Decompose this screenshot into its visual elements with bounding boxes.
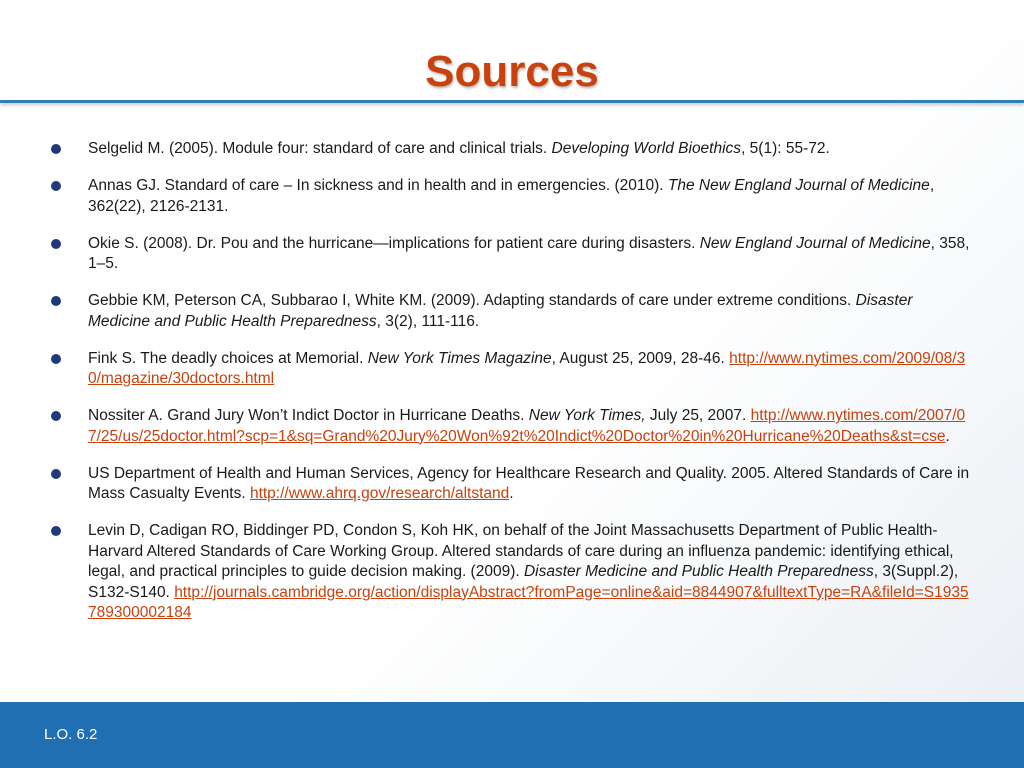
bullet-icon xyxy=(51,469,61,479)
reference-item xyxy=(0,406,1024,447)
reference-text: US Department of Health and Human Services, Agency for Healthcare Research and Quality. 2005. Altered Standards of Care in Mass Casualty Events. xyxy=(88,464,970,502)
journal-title: New York Times Magazine xyxy=(367,349,552,367)
reference-item xyxy=(0,291,1024,332)
reference-text: Gebbie KM, Peterson CA, Subbarao I, White KM. (2009). Adapting standards of care under extreme conditions. xyxy=(88,292,856,309)
journal-title: New England Journal of Medicine xyxy=(699,234,931,252)
bullet-icon xyxy=(51,296,61,306)
bullet-icon xyxy=(51,411,61,421)
journal-title: The New England Journal of Medicine xyxy=(667,177,930,194)
bullet-icon xyxy=(51,239,61,249)
journal-title: Developing World Bioethics xyxy=(551,140,742,157)
reference-link[interactable]: http://www.nytimes.com/2007/07/25/us/25doctor.html?scp=1&sq=Grand%20Jury%20Won%92t%20Indict%20Doctor%20in%20Hurricane%20Deaths&st=cse xyxy=(88,407,966,445)
reference-text: Nossiter A. Grand Jury Won’t Indict Doctor in Hurricane Deaths. xyxy=(88,407,529,424)
reference-citation: , 3(Suppl.2), S132-S140. xyxy=(88,563,959,601)
journal-title: Disaster Medicine and Public Health Preparedness xyxy=(88,292,913,330)
reference-citation: , 362(22), 2126-2131. xyxy=(88,177,935,215)
reference-link[interactable]: http://www.ahrq.gov/research/altstand xyxy=(249,485,510,502)
bullet-icon xyxy=(51,181,61,191)
reference-text: Selgelid M. (2005). Module four: standard of care and clinical trials. xyxy=(88,140,552,157)
reference-end: . xyxy=(945,427,950,445)
reference-citation: , August 25, 2009, 28-46. xyxy=(551,349,730,367)
learning-objective-label: L.O. 6.2 xyxy=(44,726,98,743)
reference-item xyxy=(0,349,1024,390)
bullet-icon xyxy=(51,526,61,536)
reference-end: . xyxy=(509,485,514,502)
reference-text: Fink S. The deadly choices at Memorial. xyxy=(88,349,368,367)
reference-link[interactable]: http://www.nytimes.com/2009/08/30/magazine/30doctors.html xyxy=(88,349,966,387)
journal-title: Disaster Medicine and Public Health Preparedness xyxy=(523,563,874,580)
reference-item xyxy=(0,176,1024,217)
reference-link[interactable]: http://journals.cambridge.org/action/displayAbstract?fromPage=online&aid=8844907&fulltextType=RA&fileId=S1935789300002184 xyxy=(88,583,969,621)
reference-item xyxy=(0,234,1024,275)
reference-citation: , 358, 1–5. xyxy=(88,234,970,272)
bullet-icon xyxy=(51,144,61,154)
footer-bar xyxy=(0,702,1024,768)
reference-citation: July 25, 2007. xyxy=(645,407,751,424)
reference-text: Levin D, Cadigan RO, Biddinger PD, Condon S, Koh HK, on behalf of the Joint Massachusetts Department of Public Health-Harvard Altered Standards of Care Working Group. Altered standards of care during an influenza pandemic: identifying ethical, legal, and practical principles to guide decision making. (2009). xyxy=(88,522,954,580)
bullet-icon xyxy=(51,354,61,364)
reference-citation: , 3(2), 111-116. xyxy=(376,312,480,330)
journal-title: New York Times, xyxy=(528,407,646,424)
reference-text: Okie S. (2008). Dr. Pou and the hurricane—implications for patient care during disasters. xyxy=(88,234,700,252)
reference-item xyxy=(0,521,1024,624)
reference-item xyxy=(0,464,1024,505)
reference-text: Annas GJ. Standard of care – In sickness and in health and in emergencies. (2010). xyxy=(88,177,668,194)
title-divider xyxy=(0,100,1024,103)
slide-title: Sources xyxy=(425,47,599,96)
reference-citation: , 5(1): 55-72. xyxy=(741,140,830,157)
reference-item xyxy=(0,139,1024,160)
reference-list xyxy=(0,139,1024,640)
